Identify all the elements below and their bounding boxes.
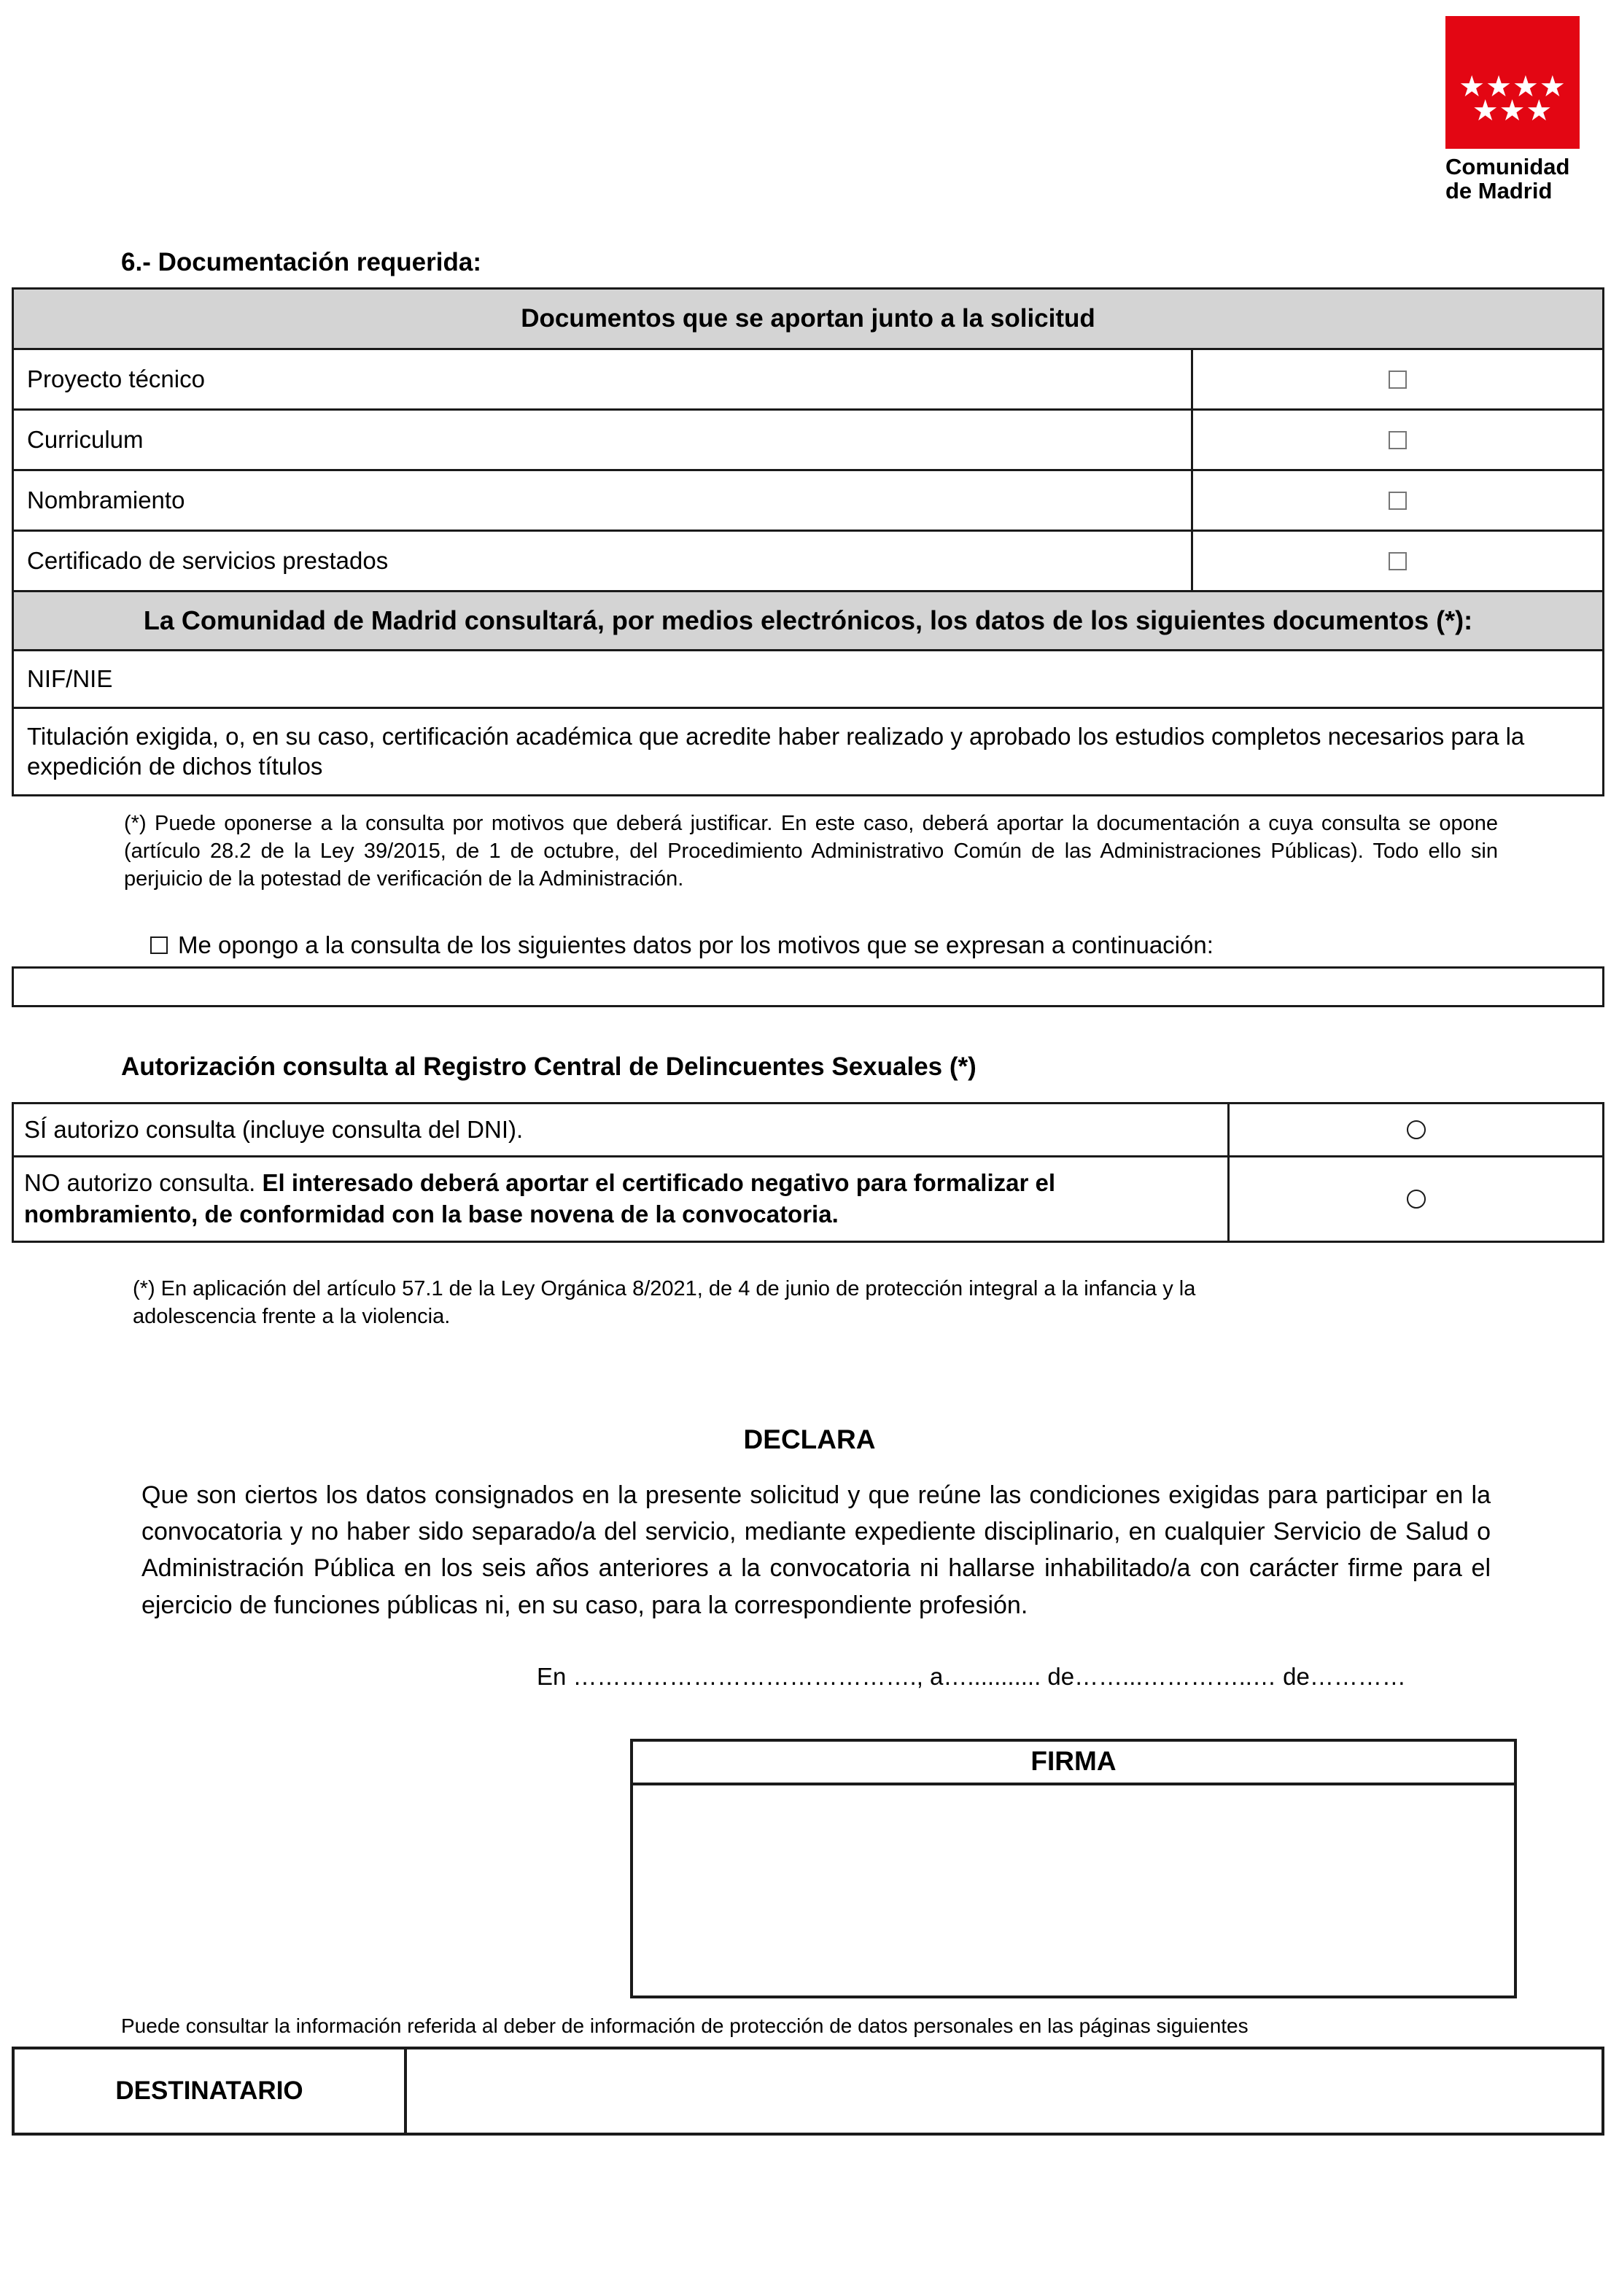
curriculum-checkbox[interactable] [1389, 431, 1407, 449]
authorize-yes-radio[interactable] [1407, 1120, 1426, 1139]
signature-box [630, 1739, 1517, 1998]
oppose-consult-option [150, 931, 1619, 959]
consult-document-row: NIF/NIE [14, 649, 1602, 707]
recipient-value[interactable] [407, 2049, 1601, 2133]
authorization-row [14, 1155, 1602, 1241]
authorize-yes-text: SÍ autorizo consulta (incluye consulta del DNI). [24, 1115, 524, 1143]
logo-line-1: Comunidad [1445, 154, 1570, 179]
authorization-heading: Autorización consulta al Registro Central de Delincuentes Sexuales (*) [121, 1052, 977, 1081]
date-place-line: En ……………………………………., a…........... de……...…………..… de………… [537, 1662, 1406, 1690]
stars-row-bottom: ★★★ [1472, 95, 1553, 127]
document-label: Certificado de servicios prestados [27, 547, 389, 574]
certificado-servicios-checkbox[interactable] [1389, 552, 1407, 570]
oppose-reasons-input[interactable] [12, 966, 1604, 1007]
authorization-table [12, 1102, 1604, 1244]
stars-row-top: ★★★★ [1459, 71, 1566, 104]
document-row [14, 408, 1602, 469]
authorization-row [14, 1104, 1602, 1156]
consult-footnote: (*) Puede oponerse a la consulta por motivos que deberá justificar. En este caso, deberá aportar la documentación a cuya consulta se opone (artículo 28.2 de la Ley 39/2015, de 1 de octubre, del Procedimiento Administrativo Común de las Administraciones Públicas). Todo ello sin perjuicio de la potestad de verificación de la Administración. [124, 811, 1498, 891]
logo-wordmark [1445, 155, 1580, 203]
document-checkbox-cell [1191, 532, 1602, 590]
document-row [14, 348, 1602, 408]
document-row [14, 530, 1602, 590]
document-checkbox-cell [1191, 350, 1602, 408]
recipient-table [12, 2047, 1604, 2136]
document-checkbox-cell [1191, 471, 1602, 530]
recipient-label: DESTINATARIO [15, 2049, 407, 2133]
authorize-yes-label [14, 1104, 1227, 1156]
oppose-label: Me opongo a la consulta de los siguientes datos por los motivos que se expresan a continuación: [178, 931, 1214, 958]
oppose-checkbox[interactable] [150, 936, 168, 954]
authorize-no-text: NO autorizo consulta. [24, 1169, 263, 1197]
document-checkbox-cell [1191, 411, 1602, 469]
documents-table [12, 287, 1604, 796]
logo-line-2: de Madrid [1445, 178, 1553, 204]
authorize-yes-radio-cell [1227, 1104, 1602, 1156]
consult-document-row: Titulación exigida, o, en su caso, certificación académica que acredite haber realizado y aprobado los estudios completos necesarios para la expedición de dichos títulos [14, 707, 1602, 794]
authorize-no-radio-cell [1227, 1157, 1602, 1241]
document-label: Nombramiento [27, 486, 185, 513]
proyecto-tecnico-checkbox[interactable] [1389, 371, 1407, 389]
nombramiento-checkbox[interactable] [1389, 492, 1407, 510]
authorize-no-radio[interactable] [1407, 1190, 1426, 1209]
declaration-text: Que son ciertos los datos consignados en la presente solicitud y que reúne las condiciones exigidas para participar en la convocatoria y no haber sido separado/a del servicio, mediante expediente disciplinario, en cualquier Servicio de Salud o Administración Pública en los seis años anteriores a la convocatoria ni hallarse inhabilitado/a con carácter firme para el ejercicio de funciones públicas ni, en su caso, para la correspondiente profesión. [141, 1481, 1491, 1619]
document-label: Proyecto técnico [27, 365, 205, 392]
documents-table-header: Documentos que se aportan junto a la solicitud [14, 290, 1602, 348]
comunidad-madrid-logo [1445, 16, 1580, 203]
electronic-consult-header: La Comunidad de Madrid consultará, por medios electrónicos, los datos de los siguientes documentos (*): [14, 590, 1602, 649]
privacy-note: Puede consultar la información referida al deber de información de protección de datos personales en las páginas siguientes [121, 2014, 1249, 2037]
document-row [14, 469, 1602, 530]
declaration-heading: DECLARA [743, 1424, 876, 1454]
authorize-no-label [14, 1157, 1227, 1241]
signature-heading: FIRMA [633, 1742, 1514, 1785]
authorization-footnote: (*) En aplicación del artículo 57.1 de la Ley Orgánica 8/2021, de 4 de junio de protección integral a la infancia y la adolescencia frente a la violencia. [133, 1277, 1196, 1329]
madrid-flag-icon [1445, 16, 1580, 149]
authorize-no-bold-text: El interesado deberá aportar el certificado negativo para formalizar el nombramiento, de conformidad con la base novena de la convocatoria. [24, 1169, 1056, 1228]
signature-area[interactable] [633, 1785, 1514, 1996]
section-6-heading: 6.- Documentación requerida: [121, 248, 481, 276]
document-label: Curriculum [27, 426, 144, 453]
